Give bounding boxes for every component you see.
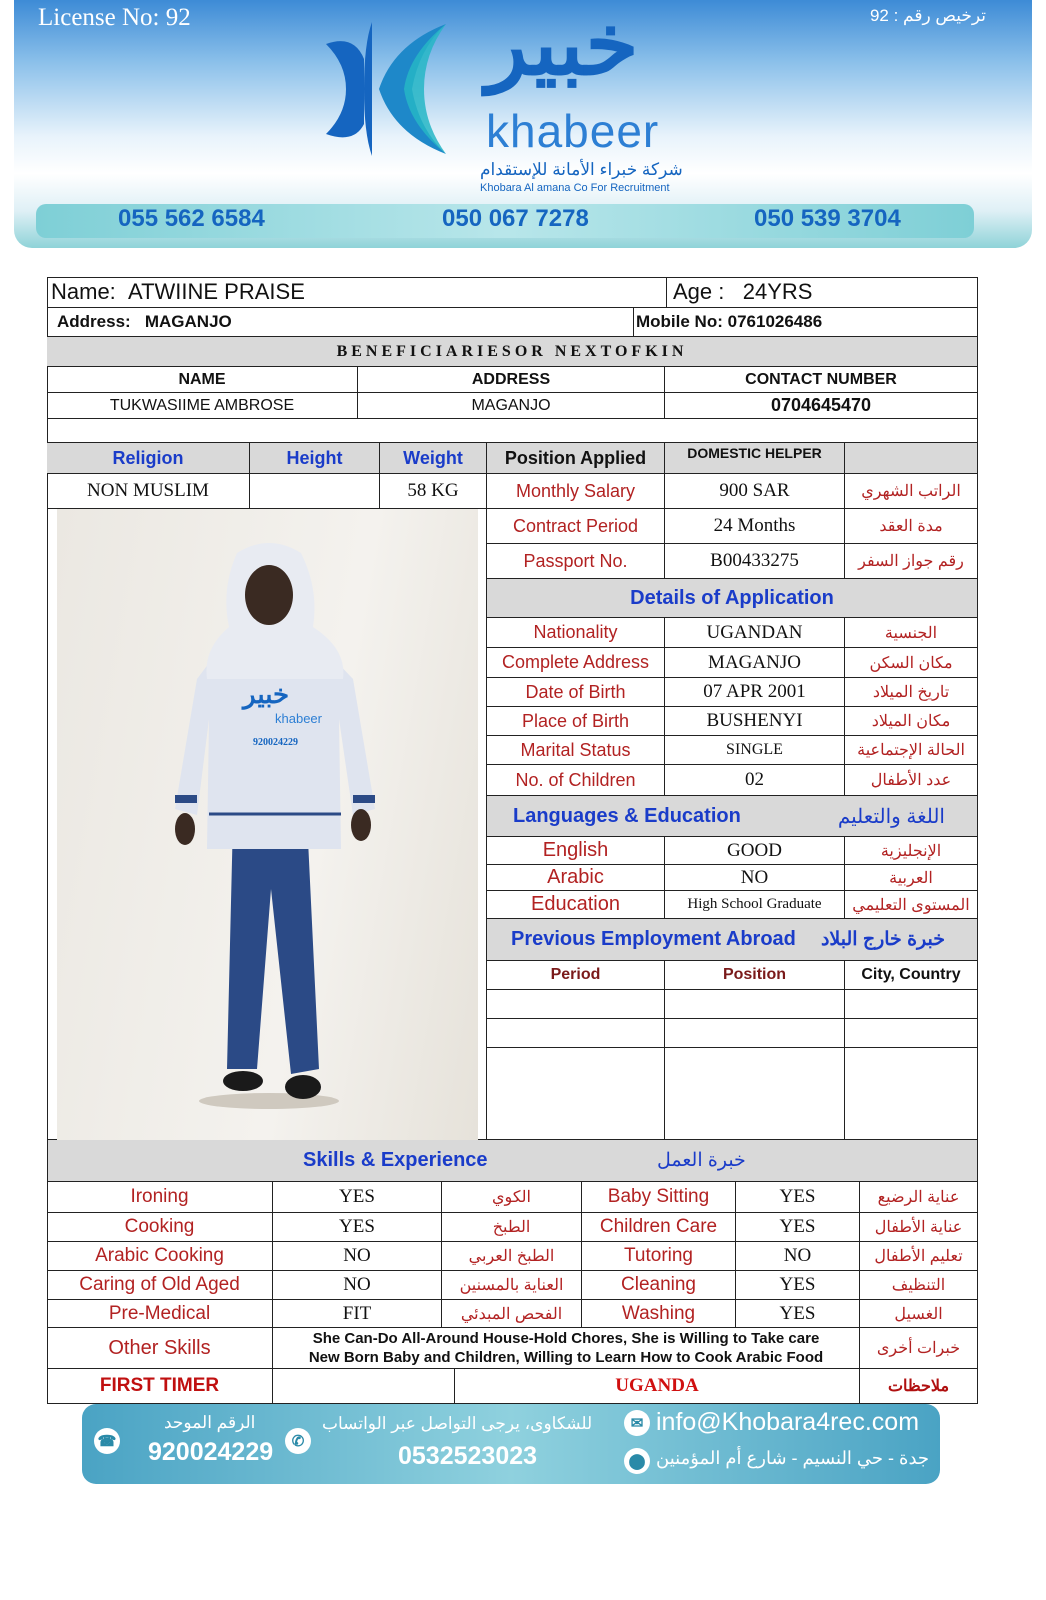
skill-label-ar: العناية بالمسنين <box>442 1271 582 1300</box>
company-name-en: Khobara Al amana Co For Recruitment <box>480 182 670 194</box>
employment-cell <box>845 1048 978 1140</box>
languages-title: Languages & Education <box>513 804 741 827</box>
pob-value: BUSHENYI <box>665 707 845 736</box>
kin-name-value: TUKWASIIME AMBROSE <box>47 393 358 419</box>
passport-label-ar: رقم جواز السفر <box>845 544 978 579</box>
notes-label-ar: ملاحظات <box>860 1369 978 1404</box>
employment-cell <box>665 1019 845 1048</box>
phone-number-2[interactable]: 050 067 7278 <box>442 205 589 232</box>
address-label: Address: <box>57 312 131 331</box>
logo-arabic-text: خبير <box>486 0 639 93</box>
english-label-ar: الإنجليزية <box>845 837 978 865</box>
skill-value: YES <box>736 1300 860 1328</box>
height-value <box>250 474 380 509</box>
passport-value: B00433275 <box>665 544 845 579</box>
skill-label: Baby Sitting <box>582 1182 736 1213</box>
salary-label-ar: الراتب الشهري <box>845 474 978 509</box>
dob-value: 07 APR 2001 <box>665 678 845 707</box>
skill-label-ar: عناية الأطفال <box>860 1213 978 1242</box>
other-skills-label: Other Skills <box>47 1328 273 1369</box>
mobile-label: Mobile No: <box>636 312 723 331</box>
complete-address-label: Complete Address <box>487 648 665 678</box>
other-skills-line-1: She Can-Do All-Around House-Hold Chores, She is Willing to Take care <box>312 1330 820 1347</box>
name-cell <box>47 277 667 308</box>
name-label: Name: <box>51 279 116 304</box>
skill-label: Arabic Cooking <box>47 1242 273 1271</box>
salary-label: Monthly Salary <box>487 474 665 509</box>
children-label: No. of Children <box>487 765 665 796</box>
skill-label-ar: التنظيف <box>860 1271 978 1300</box>
skill-value: YES <box>736 1213 860 1242</box>
skill-label: Tutoring <box>582 1242 736 1271</box>
skill-label: Cooking <box>47 1213 273 1242</box>
skill-label-ar: الطبخ <box>442 1213 582 1242</box>
marital-label: Marital Status <box>487 736 665 765</box>
nationality-value: UGANDAN <box>665 618 845 648</box>
skill-value: YES <box>273 1182 442 1213</box>
khabeer-logo-icon <box>324 14 454 164</box>
country-value: UGANDA <box>455 1369 860 1404</box>
mobile-value: 0761026486 <box>727 312 823 331</box>
kin-header-address: ADDRESS <box>358 367 665 393</box>
children-label-ar: عدد الأطفال <box>845 765 978 796</box>
salary-value: 900 SAR <box>665 474 845 509</box>
employment-cell <box>665 990 845 1019</box>
kin-header-contact: CONTACT NUMBER <box>665 367 978 393</box>
age-cell <box>667 277 978 308</box>
first-timer-blank <box>273 1369 455 1404</box>
unified-number-label-ar: الرقم الموحد <box>164 1413 256 1432</box>
phone-icon: ☎ <box>94 1428 120 1454</box>
employment-title-row <box>487 919 978 961</box>
kin-header-name: NAME <box>47 367 358 393</box>
whatsapp-number[interactable]: 0532523023 <box>398 1442 538 1470</box>
dob-label: Date of Birth <box>487 678 665 707</box>
name-value: ATWIINE PRAISE <box>128 279 305 304</box>
complete-address-value: MAGANJO <box>665 648 845 678</box>
skills-title: Skills & Experience <box>303 1149 488 1171</box>
age-value: 24YRS <box>742 279 813 304</box>
skills-title-ar: خبرة العمل <box>657 1150 746 1171</box>
skill-value: YES <box>736 1271 860 1300</box>
employment-title: Previous Employment Abroad <box>511 928 796 950</box>
skill-value: FIT <box>273 1300 442 1328</box>
uniform-logo-ar: خبير <box>243 679 290 709</box>
english-value: GOOD <box>665 837 845 865</box>
arabic-label: Arabic <box>487 865 665 891</box>
skill-value: NO <box>273 1271 442 1300</box>
kin-address-value: MAGANJO <box>358 393 665 419</box>
skill-label: Washing <box>582 1300 736 1328</box>
contract-label-ar: مدة العقد <box>845 509 978 544</box>
skill-label-ar: الطبخ العربي <box>442 1242 582 1271</box>
age-label: Age : <box>673 279 725 304</box>
skill-value: YES <box>736 1182 860 1213</box>
other-skills-line-2: New Born Baby and Children, Willing to Learn How to Cook Arabic Food <box>308 1349 824 1366</box>
languages-title-row <box>487 796 978 837</box>
other-skills-label-ar: خبرات أخرى <box>860 1328 978 1369</box>
languages-title-ar: اللغة والتعليم <box>837 805 945 828</box>
employment-cell <box>487 1048 665 1140</box>
blank-row <box>47 419 978 443</box>
employment-cell <box>487 990 665 1019</box>
pob-label: Place of Birth <box>487 707 665 736</box>
skill-label: Pre-Medical <box>47 1300 273 1328</box>
employment-header-period: Period <box>487 961 665 990</box>
address-cell <box>47 308 634 337</box>
passport-label: Passport No. <box>487 544 665 579</box>
position-header: Position Applied <box>487 443 665 474</box>
marital-value: SINGLE <box>665 736 845 765</box>
license-number-en: License No: 92 <box>38 4 191 31</box>
employment-header-position: Position <box>665 961 845 990</box>
kin-contact-value: 0704645470 <box>665 393 978 419</box>
phone-number-1[interactable]: 055 562 6584 <box>118 205 265 232</box>
mobile-cell <box>634 308 978 337</box>
uniform-phone: 920024229 <box>253 737 298 748</box>
marital-label-ar: الحالة الإجتماعية <box>845 736 978 765</box>
skill-value: NO <box>273 1242 442 1271</box>
position-value: DOMESTIC HELPER <box>665 443 845 474</box>
dob-label-ar: تاريخ الميلاد <box>845 678 978 707</box>
skills-left-border <box>47 1140 48 1404</box>
employment-title-ar: خبرة خارج البلاد <box>820 929 945 950</box>
skill-label: Children Care <box>582 1213 736 1242</box>
religion-header: Religion <box>47 443 250 474</box>
contract-label: Contract Period <box>487 509 665 544</box>
kin-title: BENEFICIARIESOR NEXTOFKIN <box>47 337 978 367</box>
skill-label: Caring of Old Aged <box>47 1271 273 1300</box>
skill-value: NO <box>736 1242 860 1271</box>
skill-value: YES <box>273 1213 442 1242</box>
other-skills-value <box>273 1328 860 1369</box>
candidate-figure-icon <box>57 509 478 1140</box>
education-value: High School Graduate <box>665 891 845 919</box>
weight-value: 58 KG <box>380 474 487 509</box>
license-number-ar: ترخيص رقم : 92 <box>869 6 986 25</box>
employment-cell <box>487 1019 665 1048</box>
address-value: MAGANJO <box>144 312 232 331</box>
skill-label-ar: عناية الرضيع <box>860 1182 978 1213</box>
company-name-ar: شركة خبراء الأمانة للإستقدام <box>480 160 683 179</box>
skills-title-row <box>47 1140 978 1182</box>
unified-number[interactable]: 920024229 <box>148 1438 274 1466</box>
details-title: Details of Application <box>487 579 978 618</box>
location-pin-icon: ⬤ <box>624 1448 650 1474</box>
employment-cell <box>845 990 978 1019</box>
employment-header-city: City, Country <box>845 961 978 990</box>
pob-label-ar: مكان الميلاد <box>845 707 978 736</box>
contract-value: 24 Months <box>665 509 845 544</box>
employment-cell <box>845 1019 978 1048</box>
email-icon: ✉ <box>624 1410 650 1436</box>
arabic-label-ar: العربية <box>845 865 978 891</box>
position-blank <box>845 443 978 474</box>
education-label-ar: المستوى التعليمي <box>845 891 978 919</box>
weight-header: Weight <box>380 443 487 474</box>
complete-address-label-ar: مكان السكن <box>845 648 978 678</box>
nationality-label: Nationality <box>487 618 665 648</box>
english-label: English <box>487 837 665 865</box>
education-label: Education <box>487 891 665 919</box>
height-header: Height <box>250 443 380 474</box>
logo-english-text: khabeer <box>486 105 660 157</box>
email-address[interactable]: info@Khobara4rec.com <box>656 1408 920 1436</box>
skill-label-ar: تعليم الأطفال <box>860 1242 978 1271</box>
skill-label-ar: الغسيل <box>860 1300 978 1328</box>
children-value: 02 <box>665 765 845 796</box>
address-ar: جدة - حي النسيم - شارع أم المؤمنين <box>656 1448 930 1468</box>
arabic-value: NO <box>665 865 845 891</box>
complaints-label-ar: للشكاوى، يرجى التواصل عبر الواتساب <box>322 1414 593 1433</box>
phone-number-3[interactable]: 050 539 3704 <box>754 205 901 232</box>
whatsapp-icon: ✆ <box>285 1428 311 1454</box>
religion-value: NON MUSLIM <box>47 474 250 509</box>
skill-label-ar: الفحص المبدئي <box>442 1300 582 1328</box>
skill-label-ar: الكوي <box>442 1182 582 1213</box>
first-timer-label: FIRST TIMER <box>47 1369 273 1404</box>
uniform-logo-en: khabeer <box>275 711 322 726</box>
skill-label: Cleaning <box>582 1271 736 1300</box>
candidate-photo <box>57 509 478 1140</box>
nationality-label-ar: الجنسية <box>845 618 978 648</box>
employment-cell <box>665 1048 845 1140</box>
skill-label: Ironing <box>47 1182 273 1213</box>
